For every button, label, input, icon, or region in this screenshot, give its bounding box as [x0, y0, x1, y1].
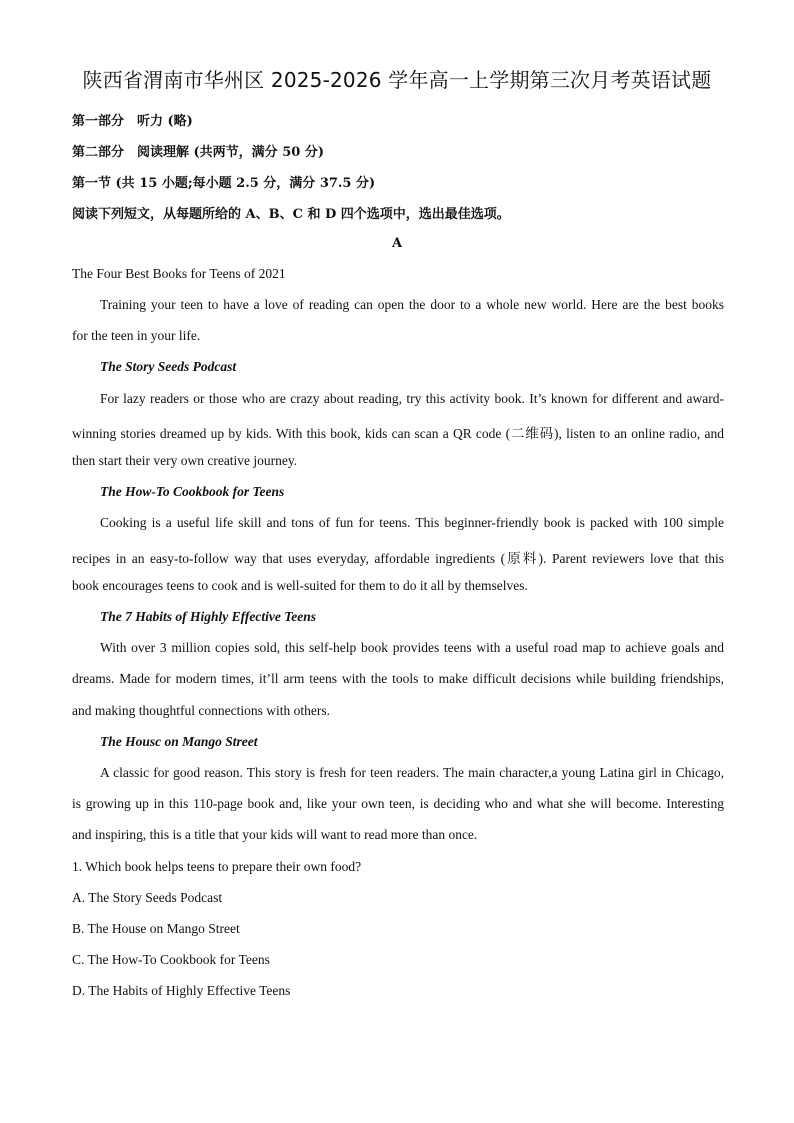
answer-option-d: D. The Habits of Highly Effective Teens [72, 983, 291, 998]
answer-option-c: C. The How-To Cookbook for Teens [72, 952, 270, 967]
part2-heading: 第二部分 阅读理解 (共两节，满分 50 分) [72, 145, 324, 160]
instruction: 阅读下列短文，从每题所给的 A、B、C 和 D 四个选项中，选出最佳选项。 [72, 207, 510, 222]
book-title: The How-To Cookbook for Teens [100, 484, 285, 499]
book-paragraph-line: For lazy readers or those who are crazy about reading, try this activity book. It’s known for different and award- [100, 391, 724, 406]
book-paragraph-line: and inspiring, this is a title that your kids will want to read more than once. [72, 827, 478, 842]
book-paragraph-line: winning stories dreamed up by kids. With this book, kids can scan a QR code (二维码), listen to an online radio, and [72, 426, 724, 441]
part1-heading: 第一部分 听力 (略) [72, 114, 193, 129]
book-paragraph-line: A classic for good reason. This story is fresh for teen readers. The main character,a young Latina girl in Chicago, [100, 765, 724, 780]
book-paragraph-line: dreams. Made for modern times, it’ll arm teens with the tools to make difficult decisions while building friendships, [72, 671, 724, 686]
book-paragraph-line: With over 3 million copies sold, this self-help book provides teens with a useful road map to achieve goals and [100, 640, 724, 655]
passage-title: The Four Best Books for Teens of 2021 [72, 266, 286, 281]
book-paragraph-line: recipes in an easy-to-follow way that uses everyday, affordable ingredients (原料). Parent reviewers love that this [72, 551, 724, 566]
exam-title: 陕西省渭南市华州区 2025-2026 学年高一上学期第三次月考英语试题 [82, 68, 712, 92]
book-title: The Housc on Mango Street [100, 734, 258, 749]
book-paragraph-line: is growing up in this 110-page book and, like your own teen, is deciding who and what she will become. Interesting [72, 796, 724, 811]
answer-option-a: A. The Story Seeds Podcast [72, 890, 223, 905]
intro-line: Training your teen to have a love of reading can open the door to a whole new world. Here are the best books [100, 297, 724, 312]
answer-option-b: B. The House on Mango Street [72, 921, 240, 936]
passage-letter: A [391, 236, 403, 251]
intro-line: for the teen in your life. [72, 328, 201, 343]
question-stem: 1. Which book helps teens to prepare their own food? [72, 859, 362, 874]
book-title: The 7 Habits of Highly Effective Teens [100, 609, 316, 624]
book-paragraph-line: book encourages teens to cook and is well-suited for them to do it all by themselves. [72, 578, 528, 593]
book-paragraph-line: Cooking is a useful life skill and tons of fun for teens. This beginner-friendly book is packed with 100 simple [100, 515, 724, 530]
book-paragraph-line: then start their very own creative journey. [72, 453, 298, 468]
book-paragraph-line: and making thoughtful connections with others. [72, 703, 330, 718]
section1-heading: 第一节 (共 15 小题;每小题 2.5 分，满分 37.5 分) [72, 176, 376, 191]
book-title: The Story Seeds Podcast [100, 359, 237, 374]
